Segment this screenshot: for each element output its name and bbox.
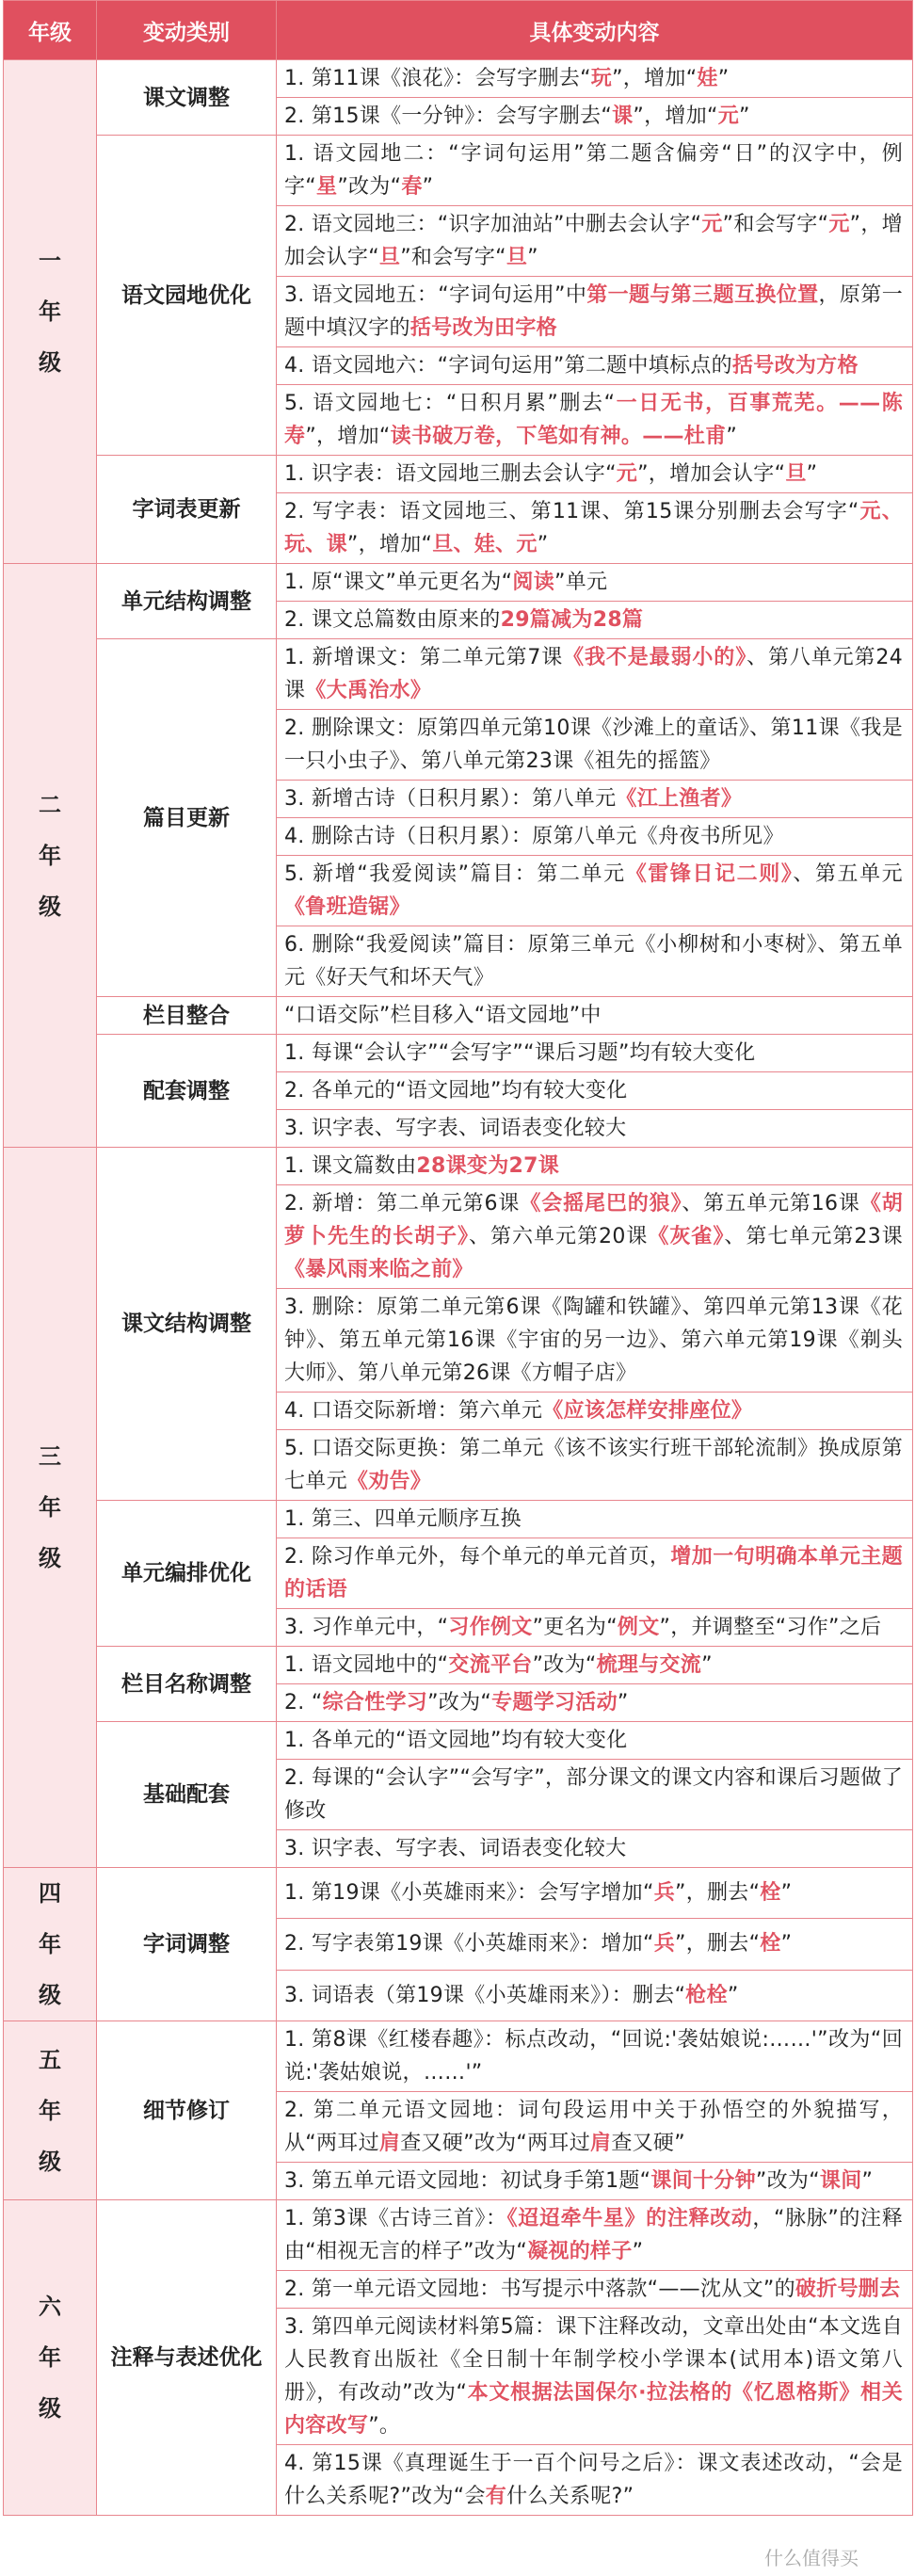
item-text: 什么关系呢?” xyxy=(506,2485,634,2508)
change-item xyxy=(277,347,913,385)
change-item xyxy=(277,1970,913,2021)
grade-label: 五年级 xyxy=(39,2046,61,2175)
item-text: 3. 第五单元语文园地：初试身手第1题“ xyxy=(284,2169,651,2193)
item-text: 6. 删除“我爱阅读”篇目：原第三单元《小柳树和小枣树》、第五单元《好天气和坏天气》 xyxy=(284,933,903,990)
item-text: 1. 每课“会认字”“会写字”“课后习题”均有较大变化 xyxy=(284,1041,756,1065)
highlight-text: 玩 xyxy=(590,67,613,90)
item-text: 查又硬”改为“两耳过 xyxy=(400,2132,591,2155)
table-row xyxy=(4,60,913,98)
change-item xyxy=(277,277,913,347)
highlight-text: 《鲁班造锯》 xyxy=(284,895,410,919)
item-text: ” xyxy=(422,175,434,199)
item-text: 2. 各单元的“语文园地”均有较大变化 xyxy=(284,1079,628,1103)
item-text: ” xyxy=(780,1881,793,1906)
grade-cell xyxy=(4,2021,97,2200)
item-text: 4. 删除古诗（日积月累）：原第八单元《舟夜书所见》 xyxy=(284,825,784,848)
item-text: ” xyxy=(537,533,549,556)
highlight-text: 旦 xyxy=(785,462,807,486)
grade-cell xyxy=(4,564,97,1148)
highlight-text: 《江上渔者》 xyxy=(616,787,743,811)
item-text: 3. 识字表、写字表、词语表变化较大 xyxy=(284,1837,627,1860)
table-row xyxy=(4,2200,913,2271)
item-text: 1. 语文园地二：“字词句运用”第二题含偏旁“日”的汉字中，例字“ xyxy=(284,142,903,199)
item-text: ”，并调整至“习作”之后 xyxy=(659,1616,882,1639)
change-item xyxy=(277,2163,913,2200)
highlight-text: 元 xyxy=(828,213,850,236)
highlight-text: 娃 xyxy=(697,67,718,90)
change-item xyxy=(277,2092,913,2163)
header-grade: 年级 xyxy=(4,1,97,60)
item-text: 4. 口语交际新增：第六单元 xyxy=(284,1399,543,1423)
category-cell: 课文结构调整 xyxy=(97,1148,277,1501)
change-item xyxy=(277,1148,913,1185)
highlight-text: 专题学习活动 xyxy=(491,1691,618,1715)
item-text: 2. 写字表：语文园地三、第11课、第15课分别删去会写字“ xyxy=(284,500,859,523)
highlight-text: 旦、娃、元 xyxy=(432,533,538,556)
highlight-text: 29篇减为28篇 xyxy=(500,608,644,632)
change-item xyxy=(277,1185,913,1289)
category-cell: 基础配套 xyxy=(97,1722,277,1868)
highlight-text: 课间十分钟 xyxy=(650,2169,756,2193)
highlight-text: 括号改为方格 xyxy=(731,354,859,378)
highlight-text: 综合性学习 xyxy=(322,1691,428,1715)
item-text: 、第八单元第24课 xyxy=(284,646,904,702)
item-text: ”。 xyxy=(368,2414,401,2438)
change-item xyxy=(277,818,913,856)
item-text: ”，删去“ xyxy=(675,1932,761,1956)
item-text: ” xyxy=(632,2240,644,2263)
change-item xyxy=(277,1609,913,1647)
item-text: 2. 第二单元语文园地：词句段运用中关于孙悟空的外貌描写，从“两耳过 xyxy=(284,2099,903,2155)
item-text: 2. 第15课《一分钟》：会写字删去“ xyxy=(284,105,613,128)
item-text: 3. 习作单元中，“ xyxy=(284,1616,449,1639)
highlight-text: 肩 xyxy=(590,2132,612,2155)
change-item xyxy=(277,2445,913,2516)
item-text: “口语交际”栏目移入“语文园地”中 xyxy=(284,1004,602,1027)
table-row xyxy=(4,1501,913,1538)
category-cell: 细节修订 xyxy=(97,2021,277,2200)
change-item xyxy=(277,1110,913,1148)
table-row xyxy=(4,997,913,1035)
highlight-text: 《迢迢牵牛星》的注释改动 xyxy=(506,2207,753,2230)
item-text: 2. 除习作单元外，每个单元的单元首页， xyxy=(284,1545,671,1569)
highlight-text: 《灰雀》 xyxy=(648,1225,725,1248)
change-item xyxy=(277,493,913,564)
item-text: ”改为“ xyxy=(337,175,402,199)
change-item xyxy=(277,1722,913,1760)
grade-cell xyxy=(4,60,97,564)
change-item xyxy=(277,1072,913,1110)
highlight-text: 旦 xyxy=(378,246,401,269)
item-text: 2. 每课的“会认字”“会写字”，部分课文的课文内容和课后习题做了修改 xyxy=(284,1766,903,1823)
highlight-text: 增加一句明确本单元主题的话语 xyxy=(284,1545,903,1602)
change-item xyxy=(277,1035,913,1072)
table-row xyxy=(4,2021,913,2092)
change-item xyxy=(277,2200,913,2271)
change-table xyxy=(3,0,913,2516)
change-item xyxy=(277,997,913,1035)
item-text: 3. 删除：原第二单元第6课《陶罐和铁罐》、第四单元第13课《花钟》、第五单元第16课《宇宙的另一边》、第六单元第19课《剃头大师》、第八单元第26课《方帽子店》 xyxy=(284,1296,903,1385)
highlight-text: 交流平台 xyxy=(448,1653,533,1677)
table-row xyxy=(4,564,913,602)
change-item xyxy=(277,385,913,456)
item-text: ” xyxy=(701,1653,713,1677)
highlight-text: 枪栓 xyxy=(685,1983,728,2007)
item-text: 1. 课文篇数由 xyxy=(284,1154,417,1178)
item-text: 2. 课文总篇数由原来的 xyxy=(284,608,501,632)
item-text: ”和会写字“ xyxy=(722,213,829,236)
change-item xyxy=(277,564,913,602)
highlight-text: 课 xyxy=(612,105,634,128)
highlight-text: 课间 xyxy=(819,2169,862,2193)
highlight-text: 《应该怎样安排座位》 xyxy=(542,1399,753,1423)
change-item xyxy=(277,1830,913,1868)
item-text: 1. 第3课《古诗三首》： xyxy=(284,2207,507,2230)
item-text: 、第六单元第20课 xyxy=(469,1225,649,1248)
item-text: ，原第一题中填汉字的 xyxy=(284,283,904,340)
highlight-text: 栓 xyxy=(760,1881,781,1906)
highlight-text: 破折号删去 xyxy=(795,2278,901,2301)
item-text: ，“脉脉”的注释由“相视无言的样子”改为“ xyxy=(284,2207,904,2263)
item-text: 5. 口语交际更换：第二单元《该不该实行班干部轮流制》换成原第七单元 xyxy=(284,1437,903,1493)
highlight-text: 元 xyxy=(616,462,638,486)
table-row xyxy=(4,1722,913,1760)
category-cell: 栏目整合 xyxy=(97,997,277,1035)
highlight-text: 兵 xyxy=(653,1932,675,1956)
item-text: 1. 原“课文”单元更名为“ xyxy=(284,571,513,594)
change-item xyxy=(277,1684,913,1722)
grade-cell xyxy=(4,2200,97,2516)
item-text: 5. 语文园地七：“日积月累”删去“ xyxy=(284,392,616,415)
change-item xyxy=(277,456,913,493)
table-row xyxy=(4,1148,913,1185)
change-item xyxy=(277,856,913,926)
item-text: ”改为“ xyxy=(427,1691,492,1715)
change-item xyxy=(277,2271,913,2309)
highlight-text: 《劝告》 xyxy=(346,1470,432,1493)
item-text: ” xyxy=(739,105,750,128)
item-text: ” xyxy=(717,67,730,90)
item-text: 3. 第四单元阅读材料第5篇：课下注释改动，文章出处由“本文选自人民教育出版社《全日制十年制学校小学课本(试用本)语文第八册》，有改动”改为“ xyxy=(284,2315,903,2405)
change-item xyxy=(277,926,913,997)
watermark: 什么值得买 xyxy=(764,2547,859,2569)
item-text: 1. 各单元的“语文园地”均有较大变化 xyxy=(284,1729,628,1752)
change-item xyxy=(277,1430,913,1501)
change-item xyxy=(277,60,913,98)
grade-cell xyxy=(4,1868,97,2021)
item-text: 、第五单元 xyxy=(793,862,903,886)
change-item xyxy=(277,1393,913,1430)
highlight-text: 阅读 xyxy=(512,571,554,594)
highlight-text: 兵 xyxy=(653,1881,675,1906)
highlight-text: 《胡萝卜先生的长胡子》 xyxy=(284,1192,903,1248)
item-text: ”，增加“ xyxy=(305,425,391,448)
table-row xyxy=(4,136,913,206)
highlight-text: 《暴风雨来临之前》 xyxy=(284,1258,474,1281)
category-cell: 语文园地优化 xyxy=(97,136,277,456)
change-item xyxy=(277,1868,913,1919)
highlight-text: 读书破万卷，下笔如有神。——杜甫 xyxy=(390,425,727,448)
highlight-text: 元 xyxy=(717,105,739,128)
highlight-text: 28课变为27课 xyxy=(416,1154,560,1178)
highlight-text: 《我不是最弱小的》 xyxy=(563,646,747,669)
table-row xyxy=(4,1868,913,1919)
item-text: 2. 删除课文：原第四单元第10课《沙滩上的童话》、第11课《我是一只小虫子》、第八单元第23课《祖先的摇篮》 xyxy=(284,716,903,773)
item-text: ” xyxy=(727,1983,739,2007)
item-text: 查又硬” xyxy=(611,2132,685,2155)
change-item xyxy=(277,206,913,277)
change-item xyxy=(277,639,913,710)
item-text: ”和会写字“ xyxy=(400,246,506,269)
item-text: 1. 第11课《浪花》：会写字删去“ xyxy=(284,67,591,90)
item-text: ” xyxy=(726,425,738,448)
item-text: 1. 第19课《小英雄雨来》：会写字增加“ xyxy=(284,1881,654,1906)
category-cell: 栏目名称调整 xyxy=(97,1647,277,1722)
item-text: 2. “ xyxy=(284,1691,323,1715)
item-text: ”单元 xyxy=(554,571,608,594)
highlight-text: 例文 xyxy=(617,1616,660,1639)
highlight-text: 栓 xyxy=(760,1932,781,1956)
grade-label: 三年级 xyxy=(39,1443,61,1571)
item-text: 3. 识字表、写字表、词语表变化较大 xyxy=(284,1117,627,1140)
item-text: 5. 新增“我爱阅读”篇目：第二单元 xyxy=(284,862,626,886)
highlight-text: 有 xyxy=(485,2485,507,2508)
highlight-text: 第一题与第三题互换位置 xyxy=(586,283,819,307)
item-text: 2. 语文园地三：“识字加油站”中删去会认字“ xyxy=(284,213,702,236)
header-category: 变动类别 xyxy=(97,1,277,60)
highlight-text: 本文根据法国保尔·拉法格的《忆恩格斯》相关内容改写 xyxy=(284,2381,903,2438)
item-text: ” xyxy=(780,1932,793,1956)
category-cell: 配套调整 xyxy=(97,1035,277,1148)
item-text: 1. 第三、四单元顺序互换 xyxy=(284,1507,522,1531)
change-item xyxy=(277,1501,913,1538)
grade-label: 一年级 xyxy=(39,248,61,376)
change-item xyxy=(277,781,913,818)
change-item xyxy=(277,136,913,206)
item-text: ” xyxy=(527,246,538,269)
highlight-text: 一日无书，百事荒芜。——陈寿 xyxy=(284,392,903,448)
item-text: 、第五单元第16课 xyxy=(682,1192,860,1216)
category-cell: 课文调整 xyxy=(97,60,277,136)
header-row xyxy=(4,1,913,60)
highlight-text: 元 xyxy=(701,213,723,236)
highlight-text: 肩 xyxy=(378,2132,401,2155)
category-cell: 字词表更新 xyxy=(97,456,277,564)
item-text: 3. 词语表（第19课《小英雄雨来》）：删去“ xyxy=(284,1983,686,2007)
item-text: ” xyxy=(806,462,818,486)
change-item xyxy=(277,2309,913,2445)
table-row xyxy=(4,1647,913,1684)
change-item xyxy=(277,1919,913,1970)
table-row xyxy=(4,639,913,710)
item-text: 3. 新增古诗（日积月累）：第八单元 xyxy=(284,787,617,811)
item-text: 2. 写字表第19课《小英雄雨来》：增加“ xyxy=(284,1932,654,1956)
item-text: ”，增加“ xyxy=(612,67,698,90)
highlight-text: 星 xyxy=(316,175,338,199)
highlight-text: 《会摇尾巴的狼》 xyxy=(520,1192,682,1216)
highlight-text: 括号改为田字格 xyxy=(409,316,557,340)
change-item xyxy=(277,710,913,781)
item-text: ”更名为“ xyxy=(532,1616,618,1639)
table-body xyxy=(4,60,913,2516)
item-text: ”改为“ xyxy=(532,1653,597,1677)
item-text: ”，增加会认字“ xyxy=(637,462,786,486)
item-text: ” xyxy=(861,2169,874,2193)
grade-label: 六年级 xyxy=(39,2294,61,2422)
highlight-text: 习作例文 xyxy=(448,1616,533,1639)
category-cell: 注释与表述优化 xyxy=(97,2200,277,2516)
item-text: 1. 第8课《红楼春趣》：标点改动，“回说:'袭姑娘说:……'”改为“回说:'袭姑娘说，……'” xyxy=(284,2028,903,2085)
highlight-text: 旦 xyxy=(506,246,528,269)
change-item xyxy=(277,98,913,136)
header-content: 具体变动内容 xyxy=(277,1,913,60)
item-text: 3. 语文园地五：“字词句运用”中 xyxy=(284,283,587,307)
category-cell: 篇目更新 xyxy=(97,639,277,997)
highlight-text: 《大禹治水》 xyxy=(305,679,432,702)
table-row xyxy=(4,1035,913,1072)
change-item xyxy=(277,1538,913,1609)
change-item xyxy=(277,602,913,639)
item-text: 4. 语文园地六：“字词句运用”第二题中填标点的 xyxy=(284,354,732,378)
change-item xyxy=(277,1760,913,1830)
item-text: 1. 识字表：语文园地三删去会认字“ xyxy=(284,462,617,486)
item-text: ” xyxy=(617,1691,629,1715)
category-cell: 字词调整 xyxy=(97,1868,277,2021)
item-text: ”，增加“ xyxy=(346,533,433,556)
item-text: ”，增加会认字“ xyxy=(284,213,903,269)
table-row xyxy=(4,456,913,493)
item-text: ”，删去“ xyxy=(675,1881,761,1906)
category-cell: 单元结构调整 xyxy=(97,564,277,639)
item-text: 、第七单元第23课 xyxy=(724,1225,903,1248)
change-item xyxy=(277,2021,913,2092)
highlight-text: 元、玩、课 xyxy=(284,500,903,556)
item-text: 1. 新增课文：第二单元第7课 xyxy=(284,646,564,669)
highlight-text: 梳理与交流 xyxy=(596,1653,702,1677)
grade-label: 四年级 xyxy=(39,1880,61,2008)
highlight-text: 凝视的样子 xyxy=(527,2240,633,2263)
item-text: 4. 第15课《真理诞生于一百个问号之后》：课文表述改动，“会是什么关系呢?”改为“会 xyxy=(284,2452,903,2508)
highlight-text: 《雷锋日记二则》 xyxy=(625,862,794,886)
item-text: ”改为“ xyxy=(755,2169,820,2193)
highlight-text: 春 xyxy=(401,175,423,199)
category-cell: 单元编排优化 xyxy=(97,1501,277,1647)
grade-label: 二年级 xyxy=(39,791,61,920)
item-text: 2. 第一单元语文园地：书写提示中落款“——沈从文”的 xyxy=(284,2278,795,2301)
item-text: 2. 新增：第二单元第6课 xyxy=(284,1192,521,1216)
grade-cell xyxy=(4,1148,97,1868)
item-text: ”，增加“ xyxy=(633,105,718,128)
change-item xyxy=(277,1289,913,1393)
item-text: 1. 语文园地中的“ xyxy=(284,1653,449,1677)
change-item xyxy=(277,1647,913,1684)
